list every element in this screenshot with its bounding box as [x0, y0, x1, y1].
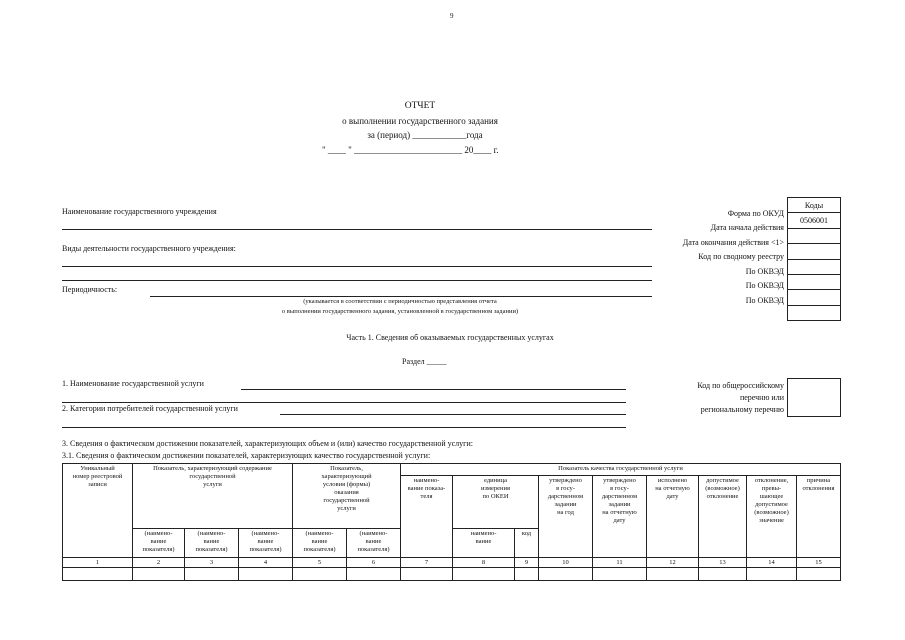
column-number: 13: [699, 558, 747, 568]
report-title: ОТЧЕТ: [404, 101, 436, 111]
okved-cell-1[interactable]: [788, 274, 841, 289]
col-executed-header: исполнено на отчетную дату: [647, 476, 699, 558]
col-exceeding-deviation-header: отклонение, превы- шающее допустимое (возможное) значение: [747, 476, 797, 558]
column-number: 6: [347, 558, 401, 568]
activity-line-2[interactable]: [62, 280, 652, 281]
col-reason-header: причина отклонения: [797, 476, 841, 558]
column-number: 15: [797, 558, 841, 568]
periodicity-line[interactable]: [150, 296, 652, 297]
table-cell[interactable]: [185, 568, 239, 581]
activity-line-1[interactable]: [62, 266, 652, 267]
registry-code-label-2: перечню или: [739, 393, 784, 402]
report-date: " ____ " ________________________ 20____ г.: [322, 145, 499, 155]
end-date-cell[interactable]: [788, 244, 841, 259]
consolidated-registry-label: Код по сводному реестру: [698, 252, 784, 261]
table-cell[interactable]: [797, 568, 841, 581]
quality-indicators-table: [62, 463, 841, 581]
table-cell[interactable]: [539, 568, 593, 581]
col-unique-number-header: Уникальный номер реестровой записи: [63, 464, 133, 558]
part1-title: Часть 1. Сведения об оказываемых государственных услугах: [346, 333, 554, 342]
institution-name-label: Наименование государственного учреждения: [62, 207, 217, 216]
column-number: 1: [63, 558, 133, 568]
codes-header: Коды: [788, 198, 841, 213]
col-conditions-indicator-header: Показатель, характеризующий условия (формы) оказания государственной услуги: [293, 464, 401, 529]
item3-label: 3. Сведения о фактическом достижении показателей, характеризующих объем и (или) качество государственной услуги:: [62, 439, 473, 448]
consumer-line-2[interactable]: [62, 427, 626, 428]
sub-indicator-name-2: (наимено- вание показателя): [185, 529, 239, 558]
okved-label-2: По ОКВЭД: [745, 281, 784, 290]
table-cell[interactable]: [515, 568, 539, 581]
okved-cell-2[interactable]: [788, 290, 841, 305]
col-unit-header: единица измерения по ОКЕИ: [453, 476, 539, 529]
section-label: Раздел _____: [402, 357, 447, 366]
service-name-line-2[interactable]: [62, 402, 626, 403]
activity-types-label: Виды деятельности государственного учреждения:: [62, 244, 236, 253]
registry-code-label-3: региональному перечню: [700, 405, 784, 414]
col-content-indicator-header: Показатель, характеризующий содержание государственной услуги: [133, 464, 293, 529]
table-cell[interactable]: [347, 568, 401, 581]
sub-indicator-name-1: (наимено- вание показателя): [133, 529, 185, 558]
service-name-line[interactable]: [241, 389, 626, 390]
col-allowed-deviation-header: допустимое (возможное) отклонение: [699, 476, 747, 558]
report-subtitle: о выполнении государственного задания: [342, 116, 498, 126]
column-number: 7: [401, 558, 453, 568]
okud-label: Форма по ОКУД: [727, 209, 784, 218]
table-cell[interactable]: [63, 568, 133, 581]
end-date-label: Дата окончания действия <1>: [682, 238, 784, 247]
table-cell[interactable]: [133, 568, 185, 581]
sub-indicator-name-5: (наимено- вание показателя): [347, 529, 401, 558]
column-number: 4: [239, 558, 293, 568]
okud-code-cell[interactable]: 0506001: [788, 213, 841, 228]
okved-label-3: По ОКВЭД: [745, 296, 784, 305]
column-number: 5: [293, 558, 347, 568]
table-cell[interactable]: [293, 568, 347, 581]
column-number: 12: [647, 558, 699, 568]
column-number: 8: [453, 558, 515, 568]
report-period: за (период) ____________года: [367, 130, 483, 140]
unit-code-subheader: код: [515, 529, 539, 558]
col-quality-indicator-header: Показатель качества государственной услуги: [401, 464, 841, 476]
periodicity-note-1: (указывается в соответствии с периодичностью представления отчета: [303, 298, 497, 305]
col-indicator-name-header: наимено- вание показа- теля: [401, 476, 453, 558]
registry-code-label-1: Код по общероссийскому: [697, 381, 784, 390]
institution-line-1[interactable]: [62, 229, 652, 230]
sub-indicator-name-4: (наимено- вание показателя): [293, 529, 347, 558]
table-cell[interactable]: [401, 568, 453, 581]
consumer-line-1[interactable]: [280, 414, 626, 415]
table-cell[interactable]: [593, 568, 647, 581]
page-number: 9: [450, 12, 454, 20]
service-name-label: 1. Наименование государственной услуги: [62, 379, 204, 388]
okved-label-1: По ОКВЭД: [745, 267, 784, 276]
registry-code-box[interactable]: [787, 378, 841, 417]
unit-name-subheader: наимено- вание: [453, 529, 515, 558]
periodicity-label: Периодичность:: [62, 285, 118, 294]
registry-code-cell[interactable]: [788, 259, 841, 274]
column-number: 14: [747, 558, 797, 568]
sub-indicator-name-3: (наимено- вание показателя): [239, 529, 293, 558]
column-number: 9: [515, 558, 539, 568]
col-approved-date-header: утверждено в госу- дарственном задании на отчетную дату: [593, 476, 647, 558]
column-number: 10: [539, 558, 593, 568]
column-number: 2: [133, 558, 185, 568]
codes-table: [787, 197, 841, 321]
start-date-label: Дата начала действия: [710, 223, 784, 232]
table-cell[interactable]: [747, 568, 797, 581]
table-cell[interactable]: [453, 568, 515, 581]
table-cell[interactable]: [647, 568, 699, 581]
periodicity-note-2: о выполнении государственного задания, установленной в государственном задании): [281, 308, 519, 315]
column-number: 3: [185, 558, 239, 568]
okved-cell-3[interactable]: [788, 305, 841, 320]
column-number: 11: [593, 558, 647, 568]
consumer-categories-label: 2. Категории потребителей государственной услуги: [62, 404, 238, 413]
item31-label: 3.1. Сведения о фактическом достижении показателей, характеризующих качество государственной услуги:: [62, 451, 431, 460]
start-date-cell[interactable]: [788, 228, 841, 243]
table-cell[interactable]: [699, 568, 747, 581]
col-approved-year-header: утверждено в госу- дарственном задании на год: [539, 476, 593, 558]
table-cell[interactable]: [239, 568, 293, 581]
